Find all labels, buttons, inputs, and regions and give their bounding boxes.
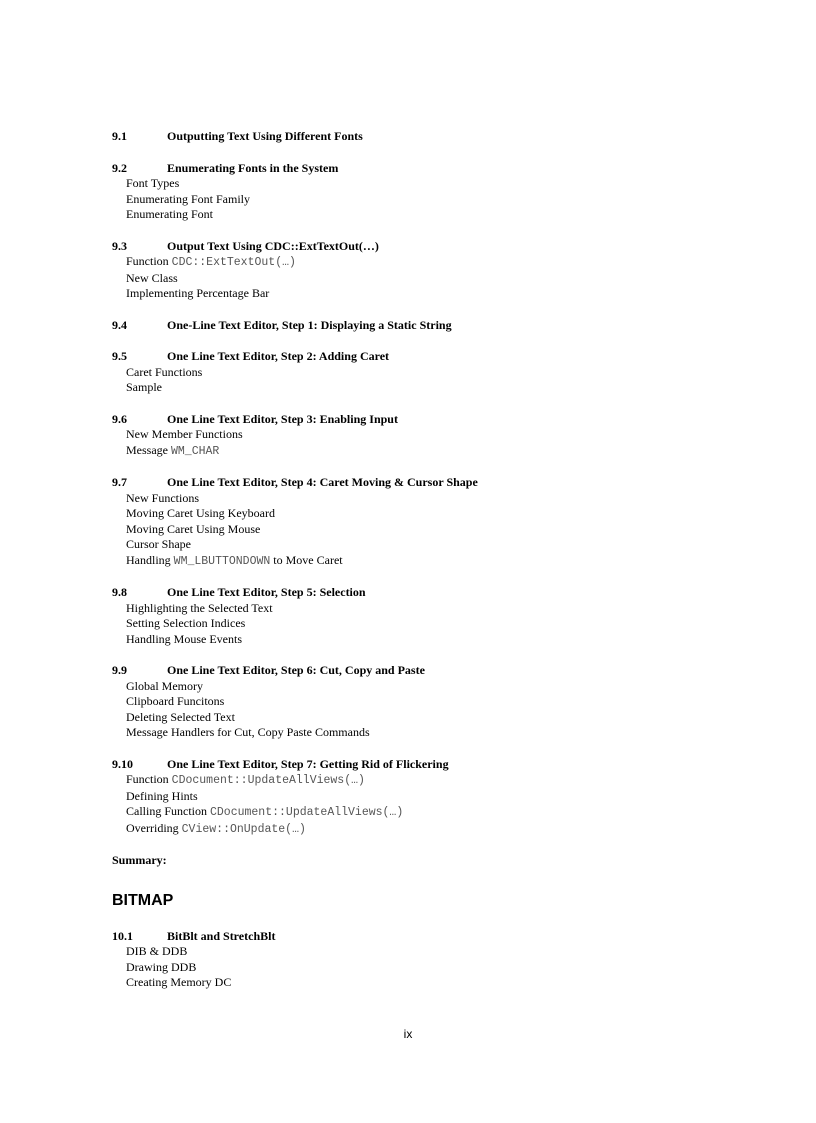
subsection-entry: [112, 975, 732, 991]
subsection-text: Drawing DDB: [126, 959, 197, 974]
section-heading: [112, 239, 732, 255]
section-title: BitBlt and StretchBlt: [167, 928, 276, 943]
subsection-text: Creating Memory DC: [126, 975, 232, 989]
section-heading: [112, 412, 732, 428]
subsection-text-prefix: Handling: [126, 552, 174, 567]
subsection-entry: [112, 679, 732, 695]
toc-section: [112, 929, 732, 991]
code-identifier: CDocument::UpdateAllViews(…): [210, 806, 404, 819]
subsection-text: Enumerating Font: [126, 207, 213, 221]
code-identifier: WM_CHAR: [171, 444, 220, 458]
subsection-text-suffix: to Move Caret: [270, 552, 343, 567]
subsection-text: Moving Caret Using Mouse: [126, 521, 261, 536]
section-number: 9.4: [112, 317, 127, 332]
toc-section: [112, 239, 732, 302]
subsection-entry: [112, 506, 732, 522]
subsection-entry: [112, 207, 732, 223]
subsection-text: Implementing Percentage Bar: [126, 286, 270, 300]
subsection-text: Message Handlers for Cut, Copy Paste Commands: [126, 725, 370, 739]
section-number: 9.5: [112, 349, 127, 363]
code-identifier: CView::OnUpdate(…): [181, 822, 306, 836]
subsection-text: Font Types: [126, 176, 180, 190]
toc-section: [112, 757, 732, 838]
section-heading: [112, 757, 732, 773]
toc-section: [112, 412, 732, 460]
subsection-entry: [112, 192, 732, 208]
subsection-text: Caret Functions: [126, 364, 203, 379]
section-heading: [112, 663, 732, 679]
subsection-entry: [112, 821, 732, 838]
subsection-entry: [112, 443, 732, 460]
section-heading: [112, 161, 732, 177]
summary-heading: Summary:: [112, 853, 167, 867]
subsection-entry: [112, 725, 732, 741]
section-title: Output Text Using CDC::ExtTextOut(…): [167, 238, 379, 253]
subsection-text-prefix: Message: [126, 442, 171, 457]
subsection-entry: [112, 553, 732, 570]
section-heading: [112, 129, 732, 145]
section-number: 9.10: [112, 756, 133, 771]
section-number: 9.1: [112, 129, 127, 143]
subsection-text: Highlighting the Selected Text: [126, 600, 273, 615]
table-of-contents: [112, 129, 732, 1007]
toc-section: [112, 318, 732, 334]
subsection-text: Global Memory: [126, 678, 203, 693]
toc-section: [112, 663, 732, 741]
section-heading: [112, 585, 732, 601]
subsection-text: New Functions: [126, 490, 199, 505]
section-title: One Line Text Editor, Step 2: Adding Caret: [167, 349, 390, 363]
subsection-entry: [112, 286, 732, 302]
subsection-entry: [112, 522, 732, 538]
toc-section: [112, 475, 732, 569]
section-number: 9.8: [112, 585, 127, 599]
subsection-text: Defining Hints: [126, 788, 198, 803]
subsection-entry: [112, 491, 732, 507]
subsection-text-prefix: Overriding: [126, 820, 182, 835]
subsection-entry: [112, 380, 732, 396]
toc-chapter-10-sections: [112, 929, 732, 991]
subsection-entry: [112, 632, 732, 648]
subsection-entry: [112, 772, 732, 789]
code-identifier: CDC::ExtTextOut(…): [171, 256, 296, 269]
section-title: One Line Text Editor, Step 5: Selection: [167, 585, 366, 599]
section-heading: [112, 349, 732, 365]
subsection-text: DIB & DDB: [126, 944, 188, 958]
toc-section: [112, 349, 732, 396]
subsection-entry: [112, 537, 732, 553]
subsection-text: Handling Mouse Events: [126, 631, 242, 646]
subsection-text: Cursor Shape: [126, 537, 191, 551]
subsection-text: Clipboard Funcitons: [126, 694, 225, 708]
subsection-text: New Member Functions: [126, 427, 243, 441]
section-number: 9.9: [112, 663, 127, 677]
section-number: 9.2: [112, 160, 127, 175]
subsection-text: Setting Selection Indices: [126, 616, 246, 630]
section-number: 9.3: [112, 238, 127, 253]
section-number: 9.7: [112, 475, 127, 489]
subsection-text: Sample: [126, 380, 162, 394]
subsection-entry: [112, 271, 732, 287]
subsection-text: Moving Caret Using Keyboard: [126, 506, 275, 520]
section-number: 9.6: [112, 411, 127, 426]
subsection-text: Deleting Selected Text: [126, 709, 235, 724]
subsection-entry: [112, 427, 732, 443]
subsection-entry: [112, 944, 732, 960]
section-title: Enumerating Fonts in the System: [167, 160, 339, 175]
subsection-text: New Class: [126, 270, 178, 285]
subsection-text-prefix: Function: [126, 254, 172, 268]
section-heading: [112, 929, 732, 945]
subsection-entry: [112, 176, 732, 192]
section-heading: [112, 475, 732, 491]
section-title: One Line Text Editor, Step 7: Getting Rid of Flickering: [167, 756, 449, 771]
section-number: 10.1: [112, 928, 133, 943]
section-heading: [112, 318, 732, 334]
subsection-text-prefix: Function: [126, 772, 172, 786]
section-title: One-Line Text Editor, Step 1: Displaying a Static String: [167, 317, 452, 332]
subsection-entry: [112, 960, 732, 976]
chapter-title: BITMAP: [112, 891, 174, 909]
toc-section: [112, 585, 732, 647]
section-title: One Line Text Editor, Step 6: Cut, Copy and Paste: [167, 663, 425, 677]
subsection-entry: [112, 254, 732, 271]
toc-chapter-9-sections: [112, 129, 732, 837]
code-identifier: CDocument::UpdateAllViews(…): [171, 774, 365, 787]
toc-section: [112, 161, 732, 223]
section-title: One Line Text Editor, Step 3: Enabling Input: [167, 411, 398, 426]
subsection-text: Enumerating Font Family: [126, 191, 250, 206]
subsection-text-prefix: Calling Function: [126, 804, 210, 818]
toc-section: [112, 129, 732, 145]
section-title: One Line Text Editor, Step 4: Caret Moving & Cursor Shape: [167, 475, 478, 489]
subsection-entry: [112, 789, 732, 805]
subsection-entry: [112, 804, 732, 821]
page-number: ix: [403, 1027, 413, 1041]
subsection-entry: [112, 710, 732, 726]
subsection-entry: [112, 601, 732, 617]
section-title: Outputting Text Using Different Fonts: [167, 129, 363, 143]
subsection-entry: [112, 694, 732, 710]
subsection-entry: [112, 616, 732, 632]
code-identifier: WM_LBUTTONDOWN: [173, 554, 271, 568]
subsection-entry: [112, 365, 732, 381]
